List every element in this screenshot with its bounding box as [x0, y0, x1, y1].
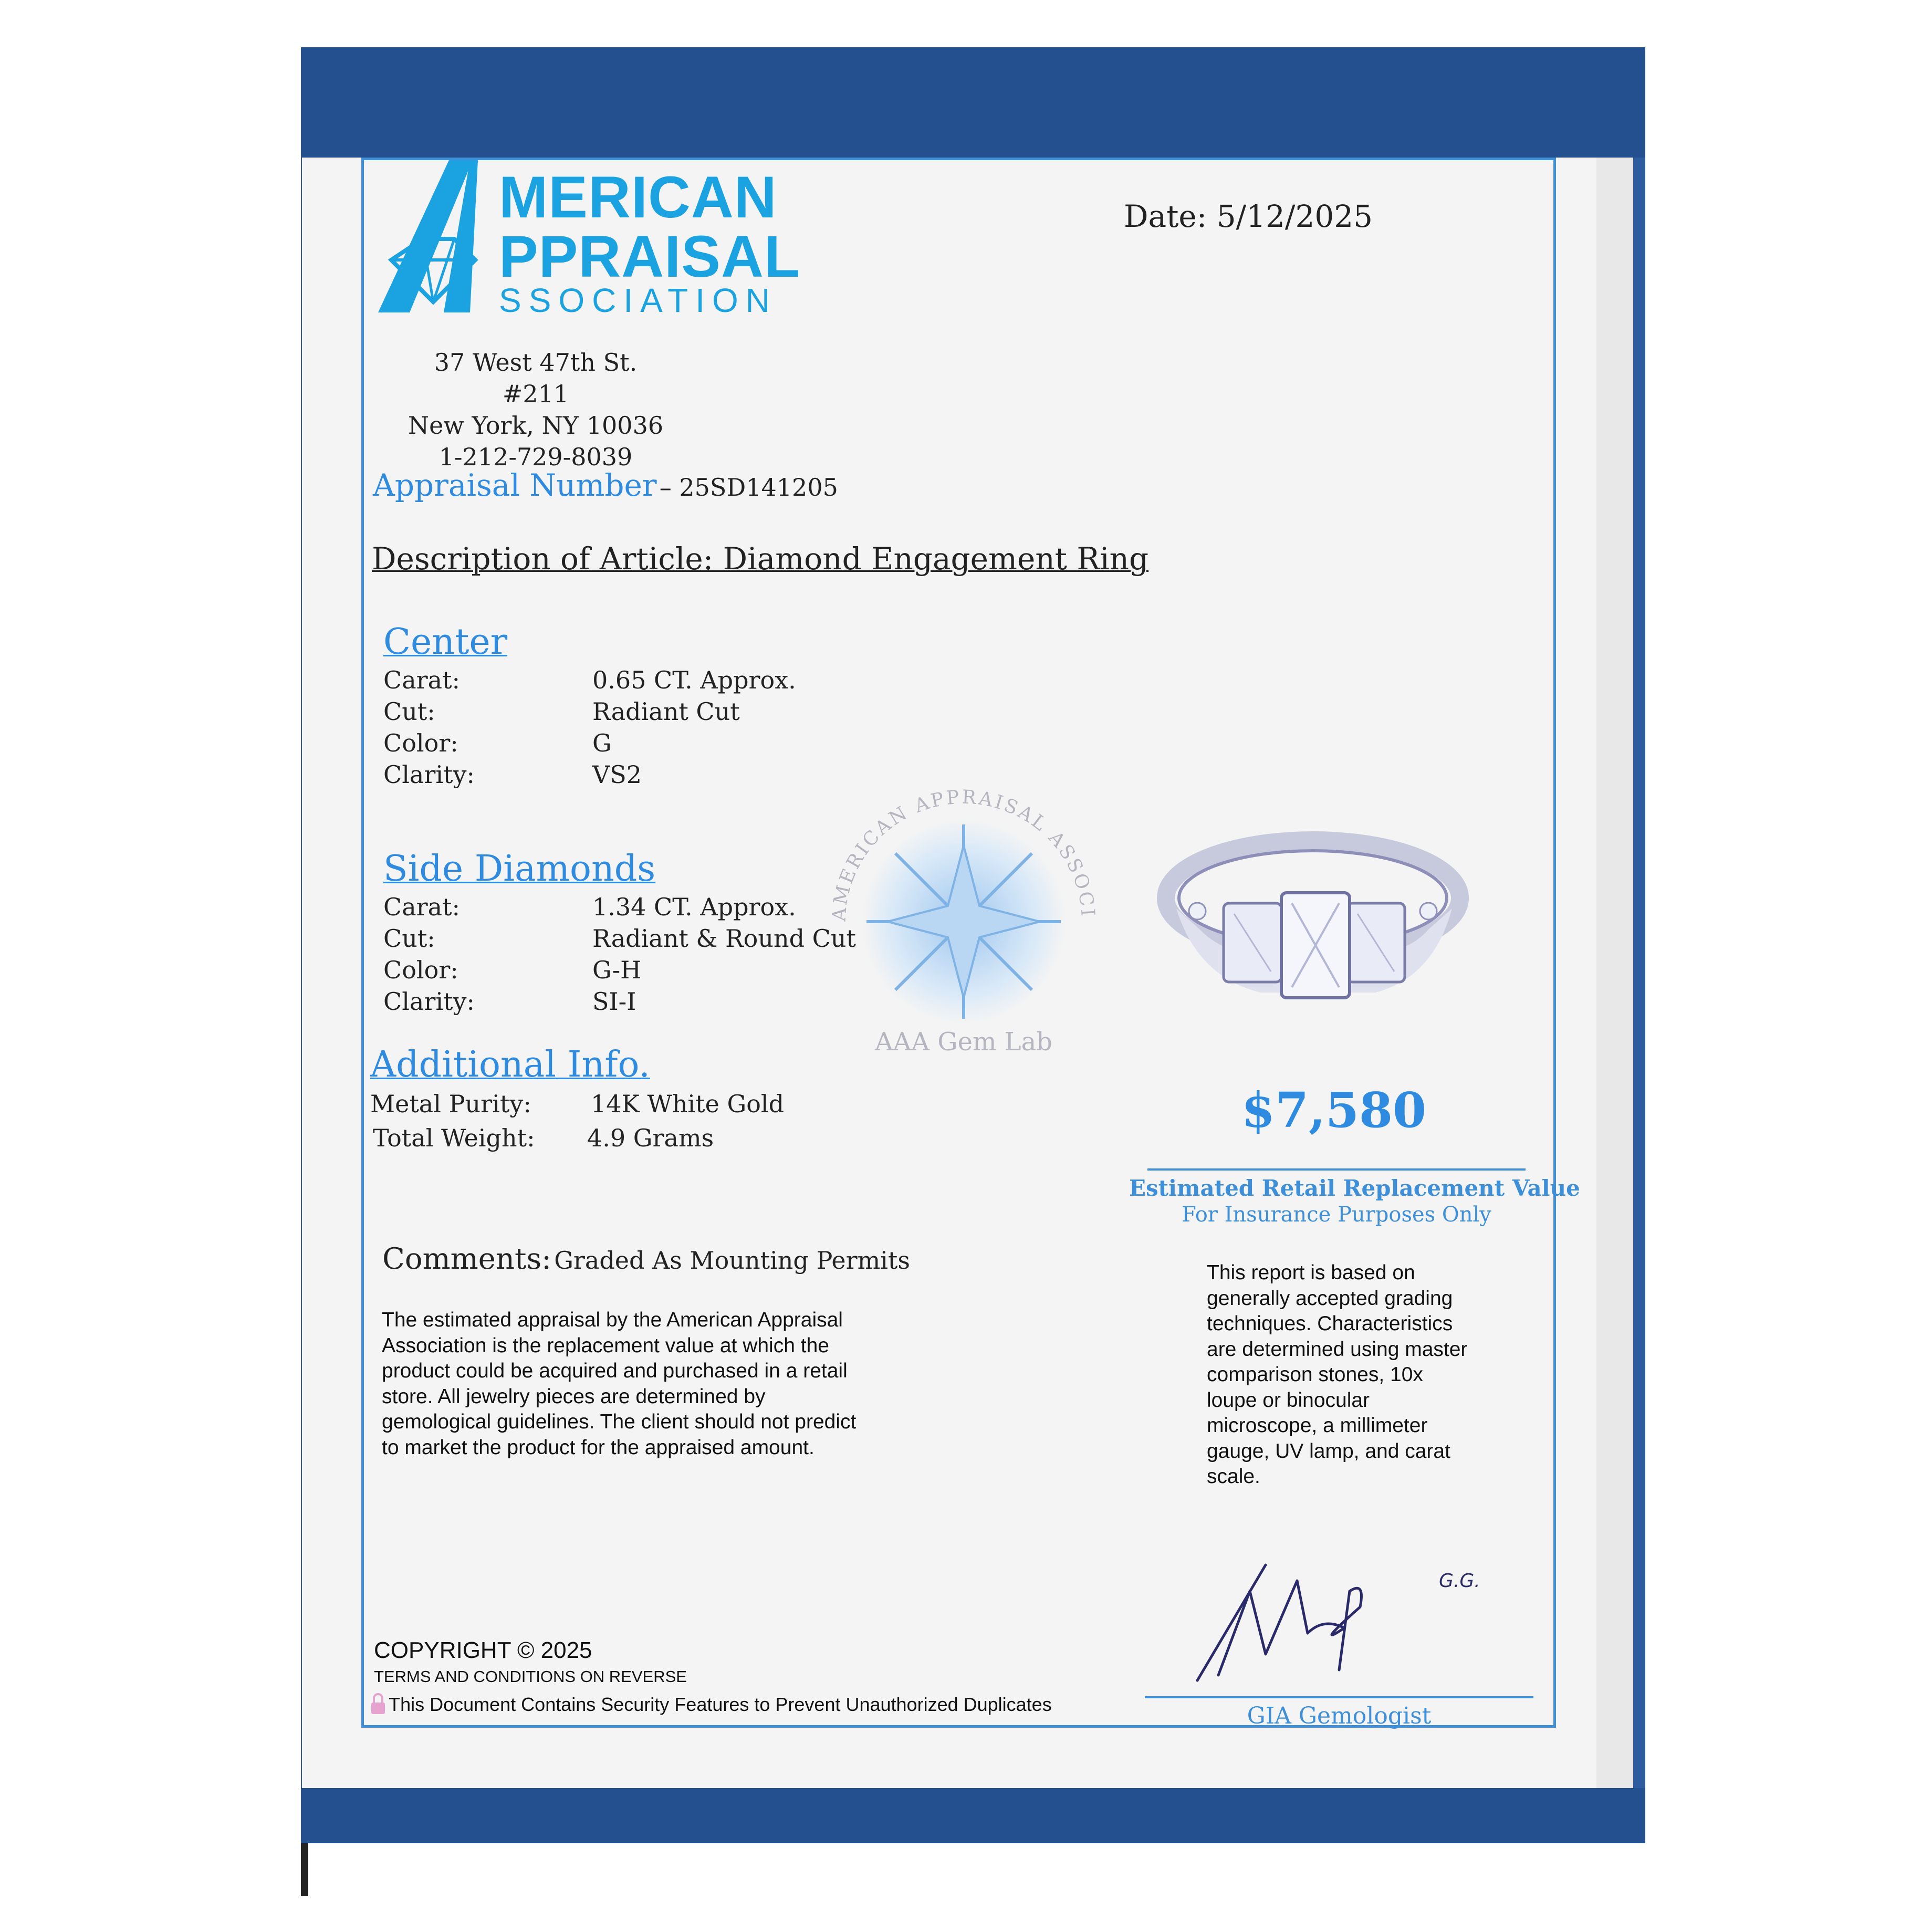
disclaimer-line: Association is the replacement value at which the — [382, 1334, 829, 1357]
total-weight-label: Total Weight: — [373, 1124, 535, 1152]
seal-ring-text: AMERICAN APPRAISAL ASSOCI — [828, 786, 1099, 922]
center-cut-label: Cut: — [383, 697, 435, 726]
security-notice — [370, 1692, 1052, 1717]
report-note-line: This report is based on — [1207, 1261, 1415, 1284]
disclaimer-line: The estimated appraisal by the American Appraisal — [382, 1309, 843, 1331]
value-caption-1: Estimated Retail Replacement Value — [1129, 1175, 1580, 1201]
side-color-label: Color: — [383, 956, 458, 984]
signature-suffix: G.G. — [1439, 1570, 1480, 1592]
center-color-label: Color: — [383, 729, 458, 757]
appraisal-number-value: – 25SD141205 — [659, 473, 838, 502]
side-carat-value: 1.34 CT. Approx. — [592, 893, 796, 921]
comments-value: Graded As Mounting Permits — [554, 1246, 910, 1275]
signature — [1187, 1549, 1502, 1686]
page-edge — [1596, 158, 1633, 1788]
side-color-value: G-H — [592, 956, 642, 984]
security-notice-text: This Document Contains Security Features to Prevent Unauthorized Duplicates — [389, 1694, 1052, 1715]
metal-purity-value: 14K White Gold — [591, 1090, 785, 1118]
report-note-line: are determined using master — [1207, 1338, 1468, 1361]
report-note-line: techniques. Characteristics — [1207, 1312, 1453, 1335]
address-line-1: 37 West 47th St. #211 — [434, 348, 638, 408]
additional-info-heading: Additional Info. — [370, 1044, 650, 1085]
logo-line-2: PPRAISAL — [499, 224, 801, 289]
description-of-article: Description of Article: Diamond Engagement Ring — [372, 541, 1149, 577]
appraisal-number — [373, 467, 838, 503]
ring-image-icon — [1155, 819, 1470, 1040]
date: Date: 5/12/2025 — [1124, 199, 1373, 234]
appraisal-disclaimer — [382, 1308, 856, 1460]
value-caption-2: For Insurance Purposes Only — [1182, 1203, 1491, 1227]
center-clarity-value: VS2 — [592, 760, 642, 789]
comments-label: Comments: — [382, 1242, 552, 1276]
folder-top-band — [301, 47, 1645, 158]
signature-title: GIA Gemologist — [1247, 1703, 1432, 1729]
center-carat-value: 0.65 CT. Approx. — [592, 666, 796, 694]
address-line-2: New York, NY 10036 — [408, 411, 664, 440]
address-line-3: 1-212-729-8039 — [438, 443, 633, 471]
center-clarity-label: Clarity: — [383, 760, 475, 789]
side-clarity-label: Clarity: — [383, 987, 475, 1016]
disclaimer-line: to market the product for the appraised amount. — [382, 1436, 814, 1459]
disclaimer-line: gemological guidelines. The client should not predict — [382, 1411, 857, 1433]
sheet-bottom-edge — [301, 1843, 308, 1896]
terms-notice: TERMS AND CONDITIONS ON REVERSE — [374, 1667, 687, 1686]
report-note-line: loupe or binocular — [1207, 1388, 1370, 1412]
ring-photo — [1155, 819, 1470, 1040]
report-note-line: scale. — [1207, 1465, 1260, 1488]
side-cut-value: Radiant & Round Cut — [592, 924, 856, 953]
logo-line-3: SSOCIATION — [499, 281, 777, 319]
center-cut-value: Radiant Cut — [592, 697, 740, 726]
report-note-line: microscope, a millimeter — [1207, 1414, 1428, 1437]
comments — [382, 1242, 910, 1276]
report-note-line: comparison stones, 10x — [1207, 1363, 1423, 1386]
center-heading: Center — [383, 621, 508, 663]
address — [404, 347, 667, 473]
metal-purity-label: Metal Purity: — [370, 1090, 531, 1118]
side-diamonds-heading: Side Diamonds — [383, 848, 656, 890]
disclaimer-line: store. All jewelry pieces are determined by — [382, 1385, 766, 1408]
appraisal-number-label: Appraisal Number — [373, 467, 657, 503]
appraised-value: $7,580 — [1241, 1082, 1427, 1139]
copyright: COPYRIGHT © 2025 — [374, 1637, 592, 1663]
lock-icon — [370, 1692, 386, 1717]
logo — [370, 155, 801, 323]
side-clarity-value: SI-I — [592, 987, 636, 1016]
logo-line-1: MERICAN — [499, 164, 777, 230]
folder-bottom-band — [301, 1788, 1645, 1843]
seal-starburst-icon — [809, 767, 1119, 1077]
side-carat-label: Carat: — [383, 893, 461, 921]
side-cut-label: Cut: — [383, 924, 435, 953]
center-color-value: G — [592, 729, 612, 757]
signature-line — [1145, 1696, 1533, 1698]
report-note-line: gauge, UV lamp, and carat — [1207, 1439, 1450, 1463]
report-note-line: generally accepted grading — [1207, 1287, 1453, 1310]
disclaimer-line: product could be acquired and purchased in a retail — [382, 1360, 848, 1382]
report-note — [1207, 1260, 1467, 1490]
aaa-seal — [809, 767, 1119, 1077]
signature-scribble-icon — [1187, 1549, 1502, 1686]
total-weight-value: 4.9 Grams — [587, 1124, 714, 1152]
seal-lab-text: AAA Gem Lab — [875, 1027, 1052, 1057]
center-carat-label: Carat: — [383, 666, 461, 694]
value-divider — [1147, 1168, 1526, 1171]
